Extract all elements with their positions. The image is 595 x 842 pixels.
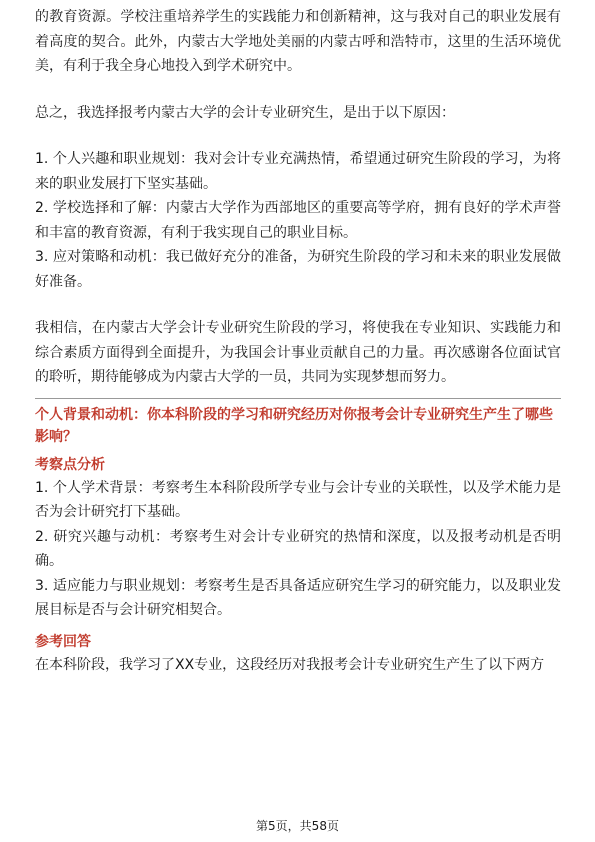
summary-lead: 总之，我选择报考内蒙古大学的会计专业研究生，是出于以下原因： <box>35 104 455 121</box>
reference-heading: 参考回答 <box>35 633 91 650</box>
page-footer: 第5页，共58页 <box>256 819 339 833</box>
spacer <box>35 125 561 147</box>
analysis-point: 1. 个人学术背景：考察考生本科阶段所学专业与会计专业的关联性，以及学术能力是否为会计研究打下基础。 <box>35 479 561 520</box>
analysis-point: 3. 适应能力与职业规划：考察考生是否具备适应研究生学习的研究能力，以及职业发展目标是否与会计研究相契合。 <box>35 577 561 618</box>
reason-item: 3. 应对策略和动机：我已做好充分的准备，为研究生阶段的学习和未来的职业发展做好准备。 <box>35 249 561 290</box>
spacer <box>35 79 561 101</box>
reference-text: 在本科阶段，我学习了XX专业，这段经历对我报考会计专业研究生产生了以下两方 <box>35 656 545 673</box>
analysis-heading: 考察点分析 <box>35 456 105 473</box>
analysis-point: 2. 研究兴趣与动机：考察考生对会计专业研究的热情和深度，以及报考动机是否明确。 <box>35 528 561 569</box>
reason-item: 1. 个人兴趣和职业规划：我对会计专业充满热情，希望通过研究生阶段的学习，为将来的职业发展打下坚实基础。 <box>35 151 561 192</box>
divider <box>35 398 561 399</box>
document-page <box>35 0 561 677</box>
spacer <box>35 294 561 316</box>
intro-paragraph: 的教育资源。学校注重培养学生的实践能力和创新精神，这与我对自己的职业发展有着高度的契合。此外，内蒙古大学地处美丽的内蒙古呼和浩特市，这里的生活环境优美，有利于我全身心地投入到学术研究中。 <box>35 9 561 74</box>
closing-paragraph: 我相信，在内蒙古大学会计专业研究生阶段的学习，将使我在专业知识、实践能力和综合素质方面得到全面提升，为我国会计事业贡献自己的力量。再次感谢各位面试官的聆听，期待能够成为内蒙古大学的一员，共同为实现梦想而努力。 <box>35 320 561 385</box>
reason-item: 2. 学校选择和了解：内蒙古大学作为西部地区的重要高等学府，拥有良好的学术声誉和丰富的教育资源，有利于我实现自己的职业目标。 <box>35 200 561 241</box>
question-title: 个人背景和动机：你本科阶段的学习和研究经历对你报考会计专业研究生产生了哪些影响？ <box>35 406 553 445</box>
